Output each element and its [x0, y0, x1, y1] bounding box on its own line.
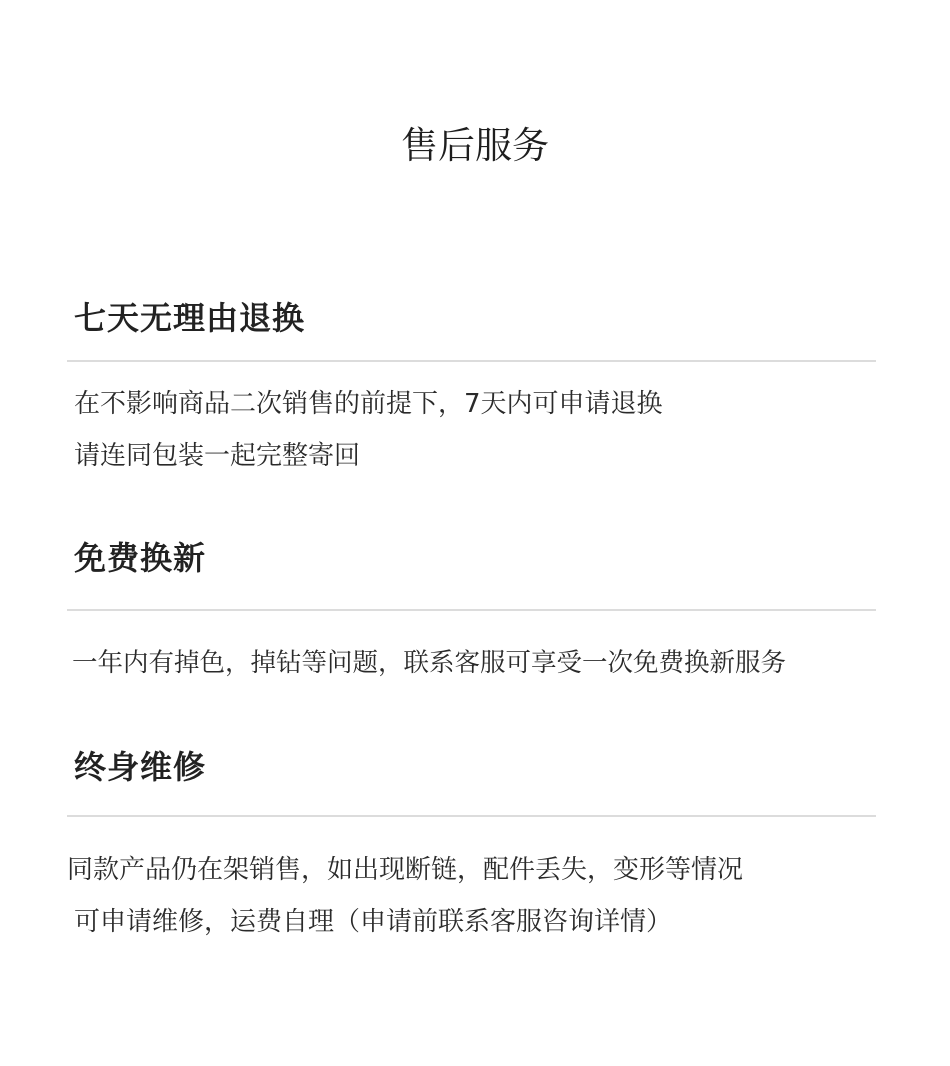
section-body-line: 一年内有掉色，掉钻等问题，联系客服可享受一次免费换新服务: [72, 648, 787, 678]
section-body-line: 在不影响商品二次销售的前提下，7天内可申请退换: [74, 389, 663, 419]
section-body-line: 可申请维修，运费自理（申请前联系客服咨询详情）: [74, 907, 673, 937]
section-heading: 终身维修: [74, 748, 207, 786]
section-body-line: 请连同包装一起完整寄回: [74, 441, 361, 471]
section-divider: [67, 360, 876, 362]
section-heading: 免费换新: [74, 539, 207, 577]
page-title: 售后服务: [401, 124, 549, 167]
section-heading: 七天无理由退换: [74, 299, 306, 337]
section-divider: [67, 815, 876, 817]
section-divider: [67, 609, 876, 611]
section-body-line: 同款产品仍在架销售，如出现断链，配件丢失，变形等情况: [67, 855, 744, 885]
